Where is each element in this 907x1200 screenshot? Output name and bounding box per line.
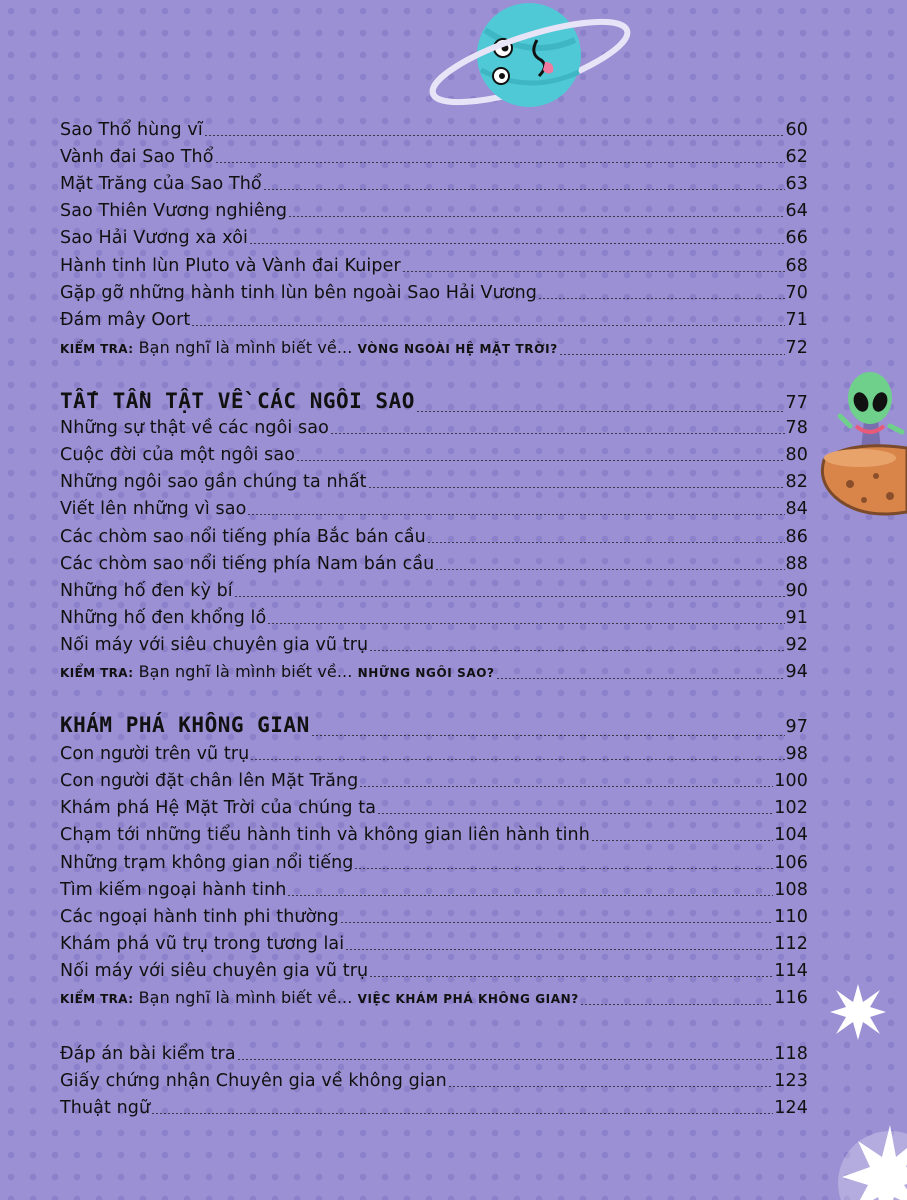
section-heading[interactable]: KHÁM PHÁ KHÔNG GIAN 97 [60,713,808,737]
toc-entry[interactable]: Giấy chứng nhận Chuyên gia về không gian 123 [60,1071,808,1091]
toc-entry[interactable]: Đáp án bài kiểm tra 118 [60,1044,808,1064]
toc-entry[interactable]: Khám phá vũ trụ trong tương lai 112 [60,934,808,954]
toc-entry[interactable]: Hành tinh lùn Pluto và Vành đai Kuiper 68 [60,256,808,276]
star-burst-icon [828,982,888,1042]
star-burst-icon [820,1105,907,1200]
toc-entry[interactable]: Sao Thổ hùng vĩ 60 [60,120,808,140]
toc-entry[interactable]: Các chòm sao nổi tiếng phía Nam bán cầu 88 [60,554,808,574]
toc-quiz-entry[interactable]: KIỂM TRA: Bạn nghĩ là mình biết về... NHỮNG NGÔI SAO? 94 [60,660,808,685]
toc-entry[interactable]: Nối máy với siêu chuyên gia vũ trụ 114 [60,961,808,981]
toc-entry[interactable]: Những hố đen khổng lồ 91 [60,608,808,628]
asteroid-icon [820,440,907,520]
toc-entry[interactable]: Những hố đen kỳ bí 90 [60,581,808,601]
toc-entry[interactable]: Con người trên vũ trụ 98 [60,744,808,764]
toc-entry[interactable]: Những trạm không gian nổi tiếng 106 [60,853,808,873]
quiz-label: KIỂM TRA: [60,342,134,356]
toc-entry[interactable]: Tìm kiếm ngoại hành tinh 108 [60,880,808,900]
toc-entry[interactable]: Sao Thiên Vương nghiêng 64 [60,201,808,221]
planet-uranus-icon [425,0,640,120]
toc-entry[interactable]: Nối máy với siêu chuyên gia vũ trụ 92 [60,635,808,655]
toc-entry[interactable]: Vành đai Sao Thổ 62 [60,147,808,167]
toc-entry[interactable]: Những sự thật về các ngôi sao 78 [60,418,808,438]
toc-quiz-entry[interactable]: KIỂM TRA: Bạn nghĩ là mình biết về... VIỆC KHÁM PHÁ KHÔNG GIAN? 116 [60,986,808,1011]
toc-entry[interactable]: Sao Hải Vương xa xôi 66 [60,228,808,248]
toc-entry[interactable]: Khám phá Hệ Mặt Trời của chúng ta 102 [60,798,808,818]
toc-entry[interactable]: Mặt Trăng của Sao Thổ 63 [60,174,808,194]
toc-entry[interactable]: Con người đặt chân lên Mặt Trăng 100 [60,771,808,791]
toc-entry[interactable]: Viết lên những vì sao 84 [60,499,808,519]
toc-entry[interactable]: Những ngôi sao gần chúng ta nhất 82 [60,472,808,492]
toc-entry[interactable]: Gặp gỡ những hành tinh lùn bên ngoài Sao Hải Vương 70 [60,283,808,303]
toc-entry[interactable]: Chạm tới những tiểu hành tinh và không gian liên hành tinh 104 [60,825,808,845]
section-heading[interactable]: TẤT TẦN TẬT VỀ CÁC NGÔI SAO 77 [60,389,808,413]
toc-entry[interactable]: Cuộc đời của một ngôi sao 80 [60,445,808,465]
toc-entry[interactable]: Thuật ngữ 124 [60,1098,808,1118]
quiz-label: KIỂM TRA: [60,992,134,1006]
toc-entry[interactable]: Các ngoại hành tinh phi thường 110 [60,907,808,927]
toc-quiz-entry[interactable]: KIỂM TRA: Bạn nghĩ là mình biết về... VÒNG NGOÀI HỆ MẶT TRỜI? 72 [60,336,808,361]
toc-entry[interactable]: Các chòm sao nổi tiếng phía Bắc bán cầu 86 [60,527,808,547]
toc-entry[interactable]: Đám mây Oort 71 [60,310,808,330]
quiz-label: KIỂM TRA: [60,666,134,680]
